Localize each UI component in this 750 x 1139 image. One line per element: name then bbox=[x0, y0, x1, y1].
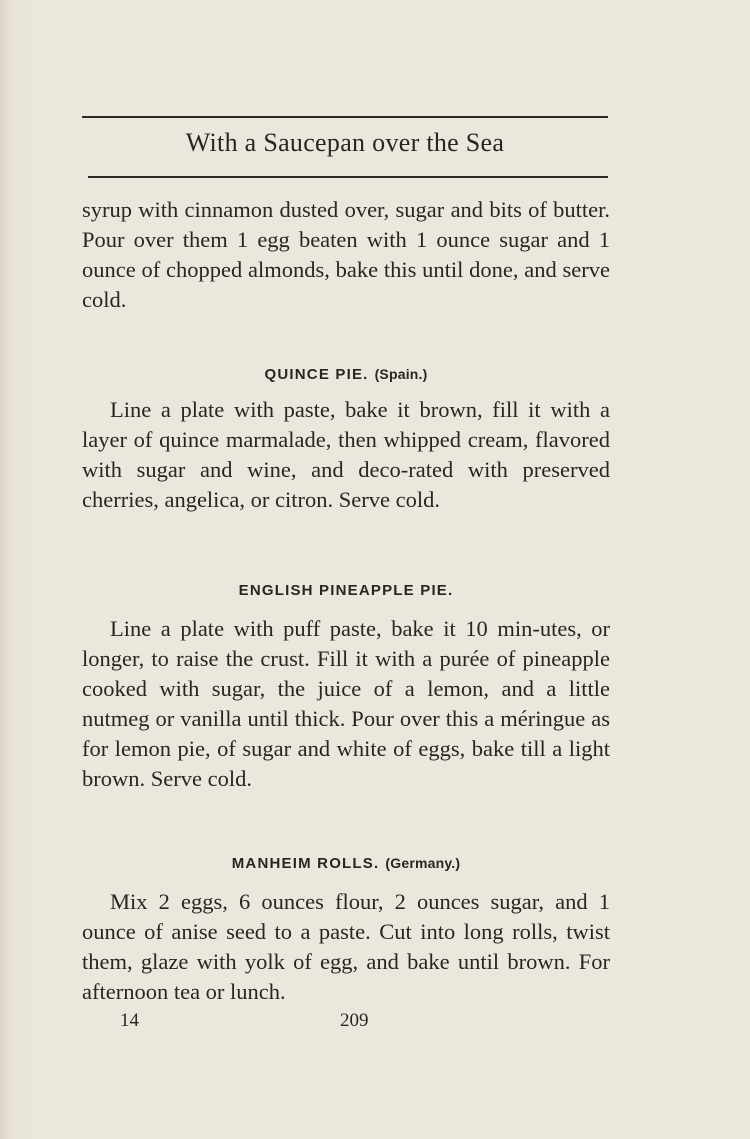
recipe-title: MANHEIM ROLLS. bbox=[231, 855, 380, 872]
recipe-text-english-pineapple-pie: Line a plate with puff paste, bake it 10 min-utes, or longer, to raise the crust. Fill it with a purée of pineapple cooked with sugar, the juice of a lemon, and a little nutmeg or vanilla until thick. Pour over this a méringue as for lemon pie, of sugar and white of eggs, bake till a light brown. Serve cold. bbox=[82, 616, 610, 791]
recipe-text-manheim-rolls: Mix 2 eggs, 6 ounces flour, 2 ounces sugar, and 1 ounce of anise seed to a paste. Cut into long rolls, twist them, glaze with yolk of egg, and bake until brown. For afternoon tea or lunch. bbox=[82, 889, 610, 1004]
page-number: 209 bbox=[340, 1010, 369, 1031]
recipe-heading-english-pineapple-pie bbox=[82, 582, 610, 599]
recipe-region: (Spain.) bbox=[374, 366, 428, 382]
recipe-region: (Germany.) bbox=[385, 855, 461, 871]
recipe-heading-quince-pie bbox=[82, 366, 610, 383]
running-head: With a Saucepan over the Sea bbox=[185, 128, 505, 157]
continuation-paragraph: syrup with cinnamon dusted over, sugar and bits of butter. Pour over them 1 egg beaten with 1 ounce sugar and 1 ounce of chopped almonds, bake this until done, and serve cold. bbox=[82, 197, 610, 312]
recipe-heading-manheim-rolls bbox=[82, 855, 610, 872]
recipe-title: ENGLISH PINEAPPLE PIE. bbox=[238, 582, 454, 599]
recipe-title: QUINCE PIE. bbox=[264, 366, 369, 383]
header-rule-bottom bbox=[88, 176, 608, 178]
recipe-text-quince-pie: Line a plate with paste, bake it brown, fill it with a layer of quince marmalade, then whipped cream, flavored with sugar and wine, and deco-rated with preserved cherries, angelica, or citron. Serve cold. bbox=[82, 397, 610, 512]
header-rule-top bbox=[82, 116, 608, 118]
signature-mark: 14 bbox=[120, 1010, 139, 1031]
